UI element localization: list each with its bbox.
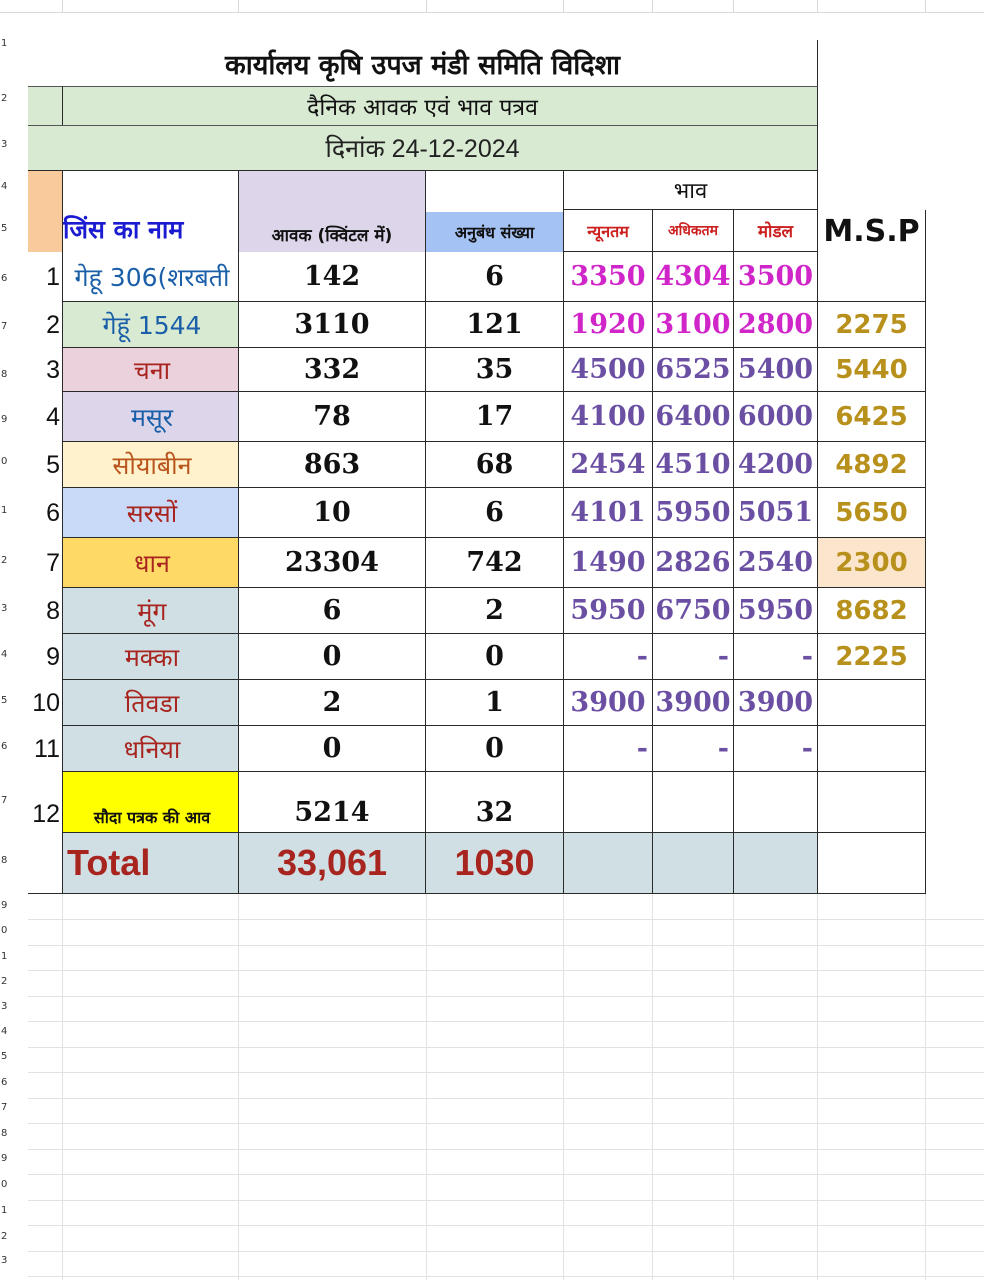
cell-contracts[interactable] xyxy=(426,726,564,772)
total-label: Total xyxy=(67,842,151,883)
cell-name[interactable] xyxy=(63,348,239,392)
cell-contracts[interactable] xyxy=(426,442,564,488)
row-number[interactable]: 1 xyxy=(1,38,8,49)
cell-msp[interactable] xyxy=(818,680,926,726)
contracts-value: 17 xyxy=(475,401,514,432)
min-value: - xyxy=(636,641,648,672)
row-number[interactable]: 8 xyxy=(1,369,8,380)
cell-arrival[interactable] xyxy=(239,588,426,634)
modal-value: 6000 xyxy=(737,401,814,432)
cell-arrival[interactable] xyxy=(239,348,426,392)
row-number[interactable]: 3 xyxy=(1,1001,8,1012)
max-value: 6750 xyxy=(655,595,731,626)
sn-value: 3 xyxy=(46,355,60,384)
msp-value: 8682 xyxy=(835,595,908,626)
contracts-value: 35 xyxy=(475,354,514,385)
max-value: 6525 xyxy=(655,354,731,385)
cell-sn[interactable] xyxy=(28,538,63,588)
cell-contracts[interactable] xyxy=(426,680,564,726)
min-value: - xyxy=(636,733,648,764)
cell-sn[interactable] xyxy=(28,488,63,538)
sn-value: 7 xyxy=(46,548,60,577)
cell-modal[interactable] xyxy=(734,442,818,488)
modal-value: 5950 xyxy=(737,595,814,626)
total-max-cell[interactable] xyxy=(653,833,734,894)
cell-name[interactable] xyxy=(63,726,239,772)
header-arrival-cell[interactable] xyxy=(239,170,426,252)
cell-min[interactable] xyxy=(564,252,653,302)
cell-max[interactable] xyxy=(653,348,734,392)
row-number[interactable]: 9 xyxy=(1,900,8,911)
row-number[interactable]: 2 xyxy=(1,976,8,987)
arrival-value: 332 xyxy=(303,354,361,385)
cell-arrival[interactable] xyxy=(239,488,426,538)
cell-msp[interactable] xyxy=(818,588,926,634)
cell-max[interactable] xyxy=(653,488,734,538)
modal-value: - xyxy=(801,641,813,672)
commodity-name: सोयाबीन xyxy=(112,450,192,480)
row-number[interactable]: 6 xyxy=(1,273,8,284)
column-header-bar[interactable] xyxy=(0,0,984,13)
grid-line xyxy=(28,919,984,920)
cell-arrival[interactable] xyxy=(239,442,426,488)
header-name-cell[interactable] xyxy=(63,170,239,252)
sn-value: 11 xyxy=(34,734,60,763)
row-number[interactable]: 5 xyxy=(1,695,8,706)
cell-min[interactable] xyxy=(564,634,653,680)
contracts-value: 2 xyxy=(485,595,504,626)
contracts-value: 6 xyxy=(485,261,504,292)
row-number[interactable]: 3 xyxy=(1,1255,8,1266)
msp-value: 4892 xyxy=(835,449,908,480)
max-value: 4510 xyxy=(655,449,731,480)
total-sn-cell[interactable] xyxy=(28,833,63,894)
modal-value: 5400 xyxy=(737,354,814,385)
row-number[interactable]: 0 xyxy=(1,456,8,467)
msp-value: 5650 xyxy=(835,497,908,528)
cell-sn[interactable] xyxy=(28,634,63,680)
cell-sn[interactable] xyxy=(28,302,63,348)
min-value: 3900 xyxy=(570,687,646,718)
row-number[interactable]: 8 xyxy=(1,1128,8,1139)
cell-min[interactable] xyxy=(564,302,653,348)
cell-arrival[interactable] xyxy=(239,538,426,588)
cell-min[interactable] xyxy=(564,588,653,634)
sn-value: 2 xyxy=(46,310,60,339)
grid-column-line xyxy=(817,893,818,1280)
cell-max[interactable] xyxy=(653,726,734,772)
arrival-value: 23304 xyxy=(285,547,379,578)
row-number[interactable]: 7 xyxy=(1,321,8,332)
max-value: 2826 xyxy=(655,547,731,578)
cell-min[interactable] xyxy=(564,442,653,488)
contracts-value: 0 xyxy=(485,641,504,672)
grid-column-line xyxy=(563,893,564,1280)
cell-arrival[interactable] xyxy=(239,680,426,726)
grid-line xyxy=(28,1174,984,1175)
header-bhav: भाव xyxy=(673,179,708,204)
total-contracts: 1030 xyxy=(454,842,535,883)
cell-contracts[interactable] xyxy=(426,634,564,680)
modal-value: 4200 xyxy=(737,449,814,480)
header-modal-cell[interactable] xyxy=(734,210,818,252)
cell-name[interactable] xyxy=(63,488,239,538)
msp-value: 2275 xyxy=(835,309,908,340)
header-name: जिंस का नाम xyxy=(63,215,184,244)
cell-sn[interactable] xyxy=(28,348,63,392)
cell-modal[interactable] xyxy=(734,538,818,588)
row-number[interactable]: 4 xyxy=(1,181,8,192)
cell-modal[interactable] xyxy=(734,588,818,634)
header-bhav-cell[interactable] xyxy=(564,170,818,210)
sn-value: 1 xyxy=(46,262,60,291)
header-modal: मोडल xyxy=(757,222,794,242)
cell-arrival[interactable] xyxy=(239,392,426,442)
cell-modal[interactable] xyxy=(734,726,818,772)
cell-msp[interactable] xyxy=(818,488,926,538)
row-number[interactable]: 5 xyxy=(1,223,8,234)
arrival-value: 2 xyxy=(322,687,342,718)
modal-value: 5051 xyxy=(737,497,814,528)
msp-value: 6425 xyxy=(835,401,908,432)
total-label-cell[interactable] xyxy=(63,833,239,894)
row-number[interactable]: 8 xyxy=(1,855,8,866)
min-value: 3350 xyxy=(570,261,646,292)
cell-min[interactable] xyxy=(564,488,653,538)
arrival-value: 142 xyxy=(303,261,361,292)
modal-value: 2800 xyxy=(737,309,814,340)
cell-name[interactable] xyxy=(63,680,239,726)
grid-line xyxy=(28,996,984,997)
commodity-name: मसूर xyxy=(130,402,174,432)
cell-max[interactable] xyxy=(653,442,734,488)
contracts-value: 1 xyxy=(485,687,504,718)
grid-line xyxy=(28,1149,984,1150)
total-arrival-cell[interactable] xyxy=(239,833,426,894)
cell-sn[interactable] xyxy=(28,588,63,634)
total-contracts-cell[interactable] xyxy=(426,833,564,894)
grid-column-line xyxy=(733,893,734,1280)
cell-contracts[interactable] xyxy=(426,538,564,588)
cell-contracts[interactable] xyxy=(426,252,564,302)
grid-line xyxy=(28,1200,984,1201)
commodity-name: सौदा पत्रक की आव xyxy=(93,808,211,827)
cell-sn[interactable] xyxy=(28,726,63,772)
grid-column-line xyxy=(238,893,239,1280)
max-value: 6400 xyxy=(655,401,731,432)
arrival-value: 3110 xyxy=(294,309,370,340)
sn-value: 8 xyxy=(46,596,60,625)
cell-max[interactable] xyxy=(653,588,734,634)
arrival-value: 0 xyxy=(322,733,342,764)
arrival-value: 863 xyxy=(303,449,361,480)
row-number[interactable]: 0 xyxy=(1,1179,8,1190)
commodity-name: मक्का xyxy=(124,642,180,672)
cell-name[interactable] xyxy=(63,302,239,348)
cell-max[interactable] xyxy=(653,634,734,680)
grid-line xyxy=(28,1251,984,1252)
cell-modal[interactable] xyxy=(734,392,818,442)
msp-value: 5440 xyxy=(835,354,908,385)
arrival-value: 6 xyxy=(322,595,342,626)
commodity-name: गेहू 306(शरबती xyxy=(74,262,230,292)
cell-msp[interactable] xyxy=(818,634,926,680)
cell-arrival[interactable] xyxy=(239,726,426,772)
cell-sn[interactable] xyxy=(28,252,63,302)
sn-value: 9 xyxy=(46,642,60,671)
commodity-name: मूंग xyxy=(137,596,167,626)
row-number[interactable]: 2 xyxy=(1,555,8,566)
row-number[interactable]: 4 xyxy=(1,649,8,660)
arrival-value: 10 xyxy=(313,497,351,528)
contracts-value: 742 xyxy=(466,547,523,578)
subtitle-divider xyxy=(62,86,63,125)
row-number[interactable]: 1 xyxy=(1,951,8,962)
total-min-cell[interactable] xyxy=(564,833,653,894)
row-number[interactable]: 4 xyxy=(1,1026,8,1037)
cell-min[interactable] xyxy=(564,538,653,588)
grid-line xyxy=(28,945,984,946)
cell-arrival[interactable] xyxy=(239,772,426,833)
row-number[interactable]: 1 xyxy=(1,1205,8,1216)
cell-max[interactable] xyxy=(653,302,734,348)
cell-modal[interactable] xyxy=(734,772,818,833)
row-number[interactable]: 9 xyxy=(1,1153,8,1164)
grid-line xyxy=(28,1276,984,1277)
contracts-value: 6 xyxy=(485,497,504,528)
cell-name[interactable] xyxy=(63,634,239,680)
row-number[interactable]: 2 xyxy=(1,93,8,104)
min-value: 1490 xyxy=(570,547,646,578)
min-value: 2454 xyxy=(570,449,646,480)
cell-max[interactable] xyxy=(653,772,734,833)
modal-value: 2540 xyxy=(737,547,814,578)
max-value: 3100 xyxy=(655,309,731,340)
cell-msp[interactable] xyxy=(818,252,926,302)
contracts-value: 0 xyxy=(485,733,504,764)
sn-value: 10 xyxy=(32,688,60,717)
cell-sn[interactable] xyxy=(28,392,63,442)
grid-column-line xyxy=(925,893,926,1280)
cell-name[interactable] xyxy=(63,252,239,302)
cell-name[interactable] xyxy=(63,538,239,588)
row-number[interactable]: 6 xyxy=(1,741,8,752)
cell-max[interactable] xyxy=(653,252,734,302)
row-number[interactable]: 0 xyxy=(1,925,8,936)
cell-name[interactable] xyxy=(63,772,239,833)
row-number[interactable]: 5 xyxy=(1,1051,8,1062)
min-value: 4101 xyxy=(570,497,646,528)
header-msp: M.S.P xyxy=(823,213,920,249)
cell-arrival[interactable] xyxy=(239,252,426,302)
row-number[interactable]: 3 xyxy=(1,139,8,150)
max-value: 4304 xyxy=(655,261,731,292)
row-number[interactable]: 7 xyxy=(1,795,8,806)
cell-name[interactable] xyxy=(63,392,239,442)
cell-modal[interactable] xyxy=(734,252,818,302)
grid-column-line xyxy=(652,893,653,1280)
cell-msp[interactable] xyxy=(818,392,926,442)
min-value: 5950 xyxy=(570,595,646,626)
commodity-name: धनिया xyxy=(123,734,181,764)
cell-msp[interactable] xyxy=(818,302,926,348)
sheet-title: कार्यालय कृषि उपज मंडी समिति विदिशा xyxy=(28,40,818,86)
row-number[interactable]: 6 xyxy=(1,1077,8,1088)
grid-column-line xyxy=(426,893,427,1280)
cell-msp[interactable] xyxy=(818,348,926,392)
cell-modal[interactable] xyxy=(734,634,818,680)
grid-line xyxy=(28,1072,984,1073)
row-number[interactable]: 3 xyxy=(1,603,8,614)
subtitle-text: दैनिक आवक एवं भाव पत्रव xyxy=(307,95,538,121)
cell-max[interactable] xyxy=(653,538,734,588)
cell-max[interactable] xyxy=(653,680,734,726)
cell-msp[interactable] xyxy=(818,772,926,833)
grid-line xyxy=(28,1021,984,1022)
cell-min[interactable] xyxy=(564,392,653,442)
date-row xyxy=(28,125,818,170)
sn-value: 4 xyxy=(46,402,60,431)
cell-msp[interactable] xyxy=(818,442,926,488)
total-msp-cell[interactable] xyxy=(818,833,926,894)
cell-modal[interactable] xyxy=(734,680,818,726)
commodity-name: चना xyxy=(133,355,171,385)
grid-column-line xyxy=(62,893,63,1280)
row-number[interactable]: 9 xyxy=(1,414,8,425)
arrival-value: 0 xyxy=(322,641,342,672)
cell-sn[interactable] xyxy=(28,680,63,726)
max-value: - xyxy=(717,641,729,672)
header-contracts: अनुबंध संख्या xyxy=(454,223,535,242)
commodity-name: तिवडा xyxy=(124,688,180,718)
commodity-name: गेहूं 1544 xyxy=(102,310,202,340)
cell-modal[interactable] xyxy=(734,348,818,392)
contracts-value: 68 xyxy=(475,449,514,480)
cell-name[interactable] xyxy=(63,588,239,634)
cell-max[interactable] xyxy=(653,392,734,442)
total-modal-cell[interactable] xyxy=(734,833,818,894)
cell-contracts[interactable] xyxy=(426,392,564,442)
header-msp-cell[interactable] xyxy=(818,210,926,252)
arrival-value: 5214 xyxy=(294,797,370,828)
header-arrival: आवक (क्विंटल में) xyxy=(271,226,393,246)
max-value: - xyxy=(717,733,729,764)
cell-msp[interactable] xyxy=(818,538,926,588)
cell-contracts[interactable] xyxy=(426,302,564,348)
min-value: 4100 xyxy=(570,401,646,432)
arrival-value: 78 xyxy=(313,401,351,432)
cell-sn[interactable] xyxy=(28,442,63,488)
cell-min[interactable] xyxy=(564,680,653,726)
grid-line xyxy=(28,1225,984,1226)
header-max: अधिकतम xyxy=(667,223,719,239)
cell-contracts[interactable] xyxy=(426,588,564,634)
row-number[interactable]: 1 xyxy=(1,505,8,516)
modal-value: 3900 xyxy=(737,687,814,718)
sn-value: 12 xyxy=(32,800,60,828)
cell-name[interactable] xyxy=(63,442,239,488)
total-arrival: 33,061 xyxy=(276,842,388,883)
contracts-value: 121 xyxy=(466,309,523,340)
cell-sn[interactable] xyxy=(28,772,63,833)
cell-contracts[interactable] xyxy=(426,488,564,538)
cell-modal[interactable] xyxy=(734,302,818,348)
commodity-name: धान xyxy=(134,548,170,578)
header-max-cell[interactable] xyxy=(653,210,734,252)
subtitle-row xyxy=(28,86,818,125)
header-min: न्यूनतम xyxy=(587,221,629,241)
max-value: 5950 xyxy=(655,497,731,528)
cell-min[interactable] xyxy=(564,772,653,833)
grid-line xyxy=(28,1047,984,1048)
grid-line xyxy=(28,1123,984,1124)
min-value: 1920 xyxy=(570,309,646,340)
modal-value: 3500 xyxy=(737,261,814,292)
cell-modal[interactable] xyxy=(734,488,818,538)
grid-line xyxy=(28,970,984,971)
header-contracts-cell[interactable] xyxy=(426,170,564,252)
header-sn-cell[interactable] xyxy=(28,170,63,252)
contracts-value: 32 xyxy=(475,797,514,828)
cell-arrival[interactable] xyxy=(239,302,426,348)
cell-min[interactable] xyxy=(564,726,653,772)
max-value: 3900 xyxy=(655,687,731,718)
cell-arrival[interactable] xyxy=(239,634,426,680)
header-min-cell[interactable] xyxy=(564,210,653,252)
cell-min[interactable] xyxy=(564,348,653,392)
sn-value: 6 xyxy=(46,498,60,527)
grid-line xyxy=(28,1098,984,1099)
row-number[interactable]: 2 xyxy=(1,1231,8,1242)
commodity-name: सरसों xyxy=(126,498,178,528)
msp-value: 2300 xyxy=(835,547,908,578)
min-value: 4500 xyxy=(570,354,646,385)
modal-value: - xyxy=(801,733,813,764)
msp-value: 2225 xyxy=(835,641,908,672)
date-text: दिनांक 24-12-2024 xyxy=(325,135,520,163)
sn-value: 5 xyxy=(46,450,60,479)
cell-msp[interactable] xyxy=(818,726,926,772)
cell-contracts[interactable] xyxy=(426,348,564,392)
cell-contracts[interactable] xyxy=(426,772,564,833)
row-number[interactable]: 7 xyxy=(1,1102,8,1113)
